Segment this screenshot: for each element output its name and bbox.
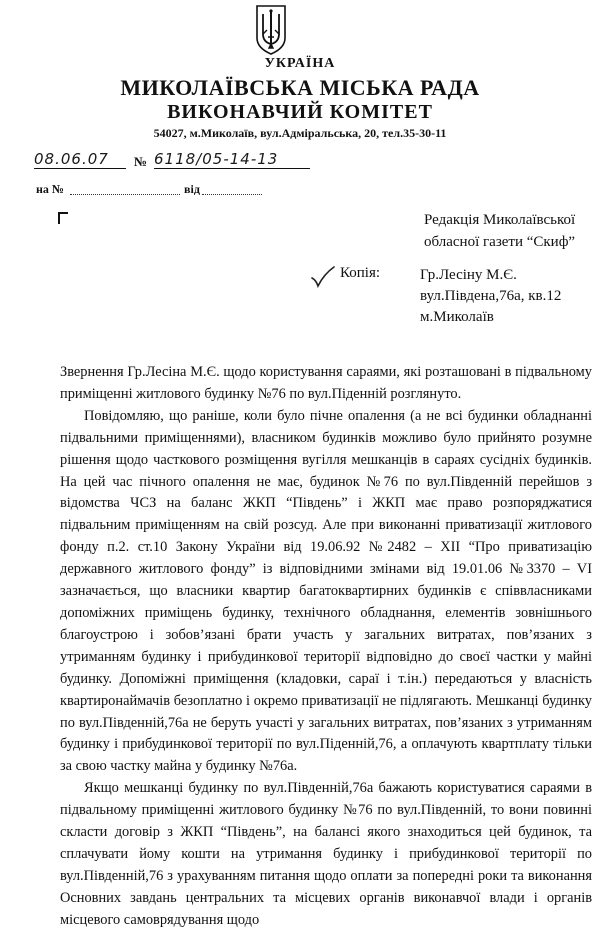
addressee-line: Редакція Миколаївської — [424, 212, 576, 228]
reference-number-label: № — [134, 154, 148, 169]
reference-number: 6118/05-14-13 — [154, 150, 310, 169]
address-corner-mark — [58, 212, 68, 224]
body-paragraph: Повідомляю, що раніше, коли було пічне опалення (а не всі будинки обладнанні підвальними приміщеннями), власником будинків можливо було прийнято розумне рішення щодо часткового розміщення вугілля мешканців в сараях сусідніх будинків. На цей час пічного опалення не має, будинок №76 по вул.Південній перейшов з відомства ЧСЗ на баланс ЖКП “Південь” і ЖКП має право розпоряджатися підвальним приміщенням на свій розсуд. Але при виконанні приватизації житлового фонду п.2. ст.10 Закону України від 19.06.92 №2482 – XII “Про приватизацію державного житлового фонду” із відповідними змінами від 19.01.06 №3370 – VI зазначається, що власники квартир багатоквартирних будинків є співвласниками допоміжних приміщень будинку, технічного обладнання, елементів зовнішнього благоустрою і зобов’язані брати участь у загальних витратах, пов’язаних з утриманням будинку і прибудинкової території відповідно до своєї частки у майні будинку. Допоміжні приміщення (кладовки, сараї і т.ін.) передаються у власність квартиронаймачів безоплатно і окремо приватизації не підлягають. Мешканці будинку по вул.Південній,76а не беруть участі у загальних витратах, пов’язаних з утриманням будинку і прибудинкової території по вул.Піденній,76, а оплачують квартплату тільки за свою частку майна у будинку №76а. — [60, 407, 592, 775]
copy-recipient — [420, 265, 561, 328]
copy-recipient-line: Гр.Лесіну М.Є. — [420, 267, 517, 283]
incoming-reference — [36, 182, 276, 200]
addressee-block — [424, 209, 600, 253]
body-paragraph: Якщо мешканці будинку по вул.Південній,76а бажають користуватися сараями в підвальному приміщенні житлового будинку №76 по вул.Південній, то вони повинні скласти договір з ЖКП “Південь”, на балансі якого знаходиться цей будинок, та сплачувати йому кошти на утримання будинку і прибудинкової території по вул.Південній,76 з урахуванням питання щодо оплати за попередні роки та виконання Основних завдань центральних та місцевих органів виконавчої влади і органів місцевого самоврядування щодо — [60, 780, 592, 928]
incoming-number-blank — [70, 194, 180, 195]
incoming-from-blank — [202, 194, 262, 195]
copy-recipient-line: вул.Південа,76а, кв.12 — [420, 288, 562, 304]
letterhead-country: УКРАЇНА — [264, 56, 336, 71]
copy-recipient-line: м.Миколаїв — [420, 309, 494, 325]
incoming-number-label: на № — [36, 182, 64, 196]
checkmark-icon — [310, 266, 336, 288]
copy-label: Копія: — [340, 265, 381, 281]
letterhead-committee: ВИКОНАВЧИЙ КОМІТЕТ — [167, 101, 433, 123]
body-paragraph: Звернення Гр.Лесіна М.Є. щодо користування сараями, які розташовані в підвальному приміщенні житлового будинку №76 по вул.Піденній розглянуто. — [60, 364, 592, 402]
letterhead-address: 54027, м.Миколаїв, вул.Адміральська, 20, тел.35-30-11 — [153, 126, 447, 140]
trident-coat-of-arms-icon — [254, 4, 288, 56]
reference-date: 08.06.07 — [34, 150, 126, 169]
letterhead-council: МИКОЛАЇВСЬКА МІСЬКА РАДА — [120, 75, 480, 100]
incoming-from-label: від — [184, 182, 200, 196]
outgoing-reference — [30, 150, 310, 176]
addressee-line: обласної газети “Скиф” — [424, 234, 576, 250]
letter-body — [60, 362, 592, 932]
